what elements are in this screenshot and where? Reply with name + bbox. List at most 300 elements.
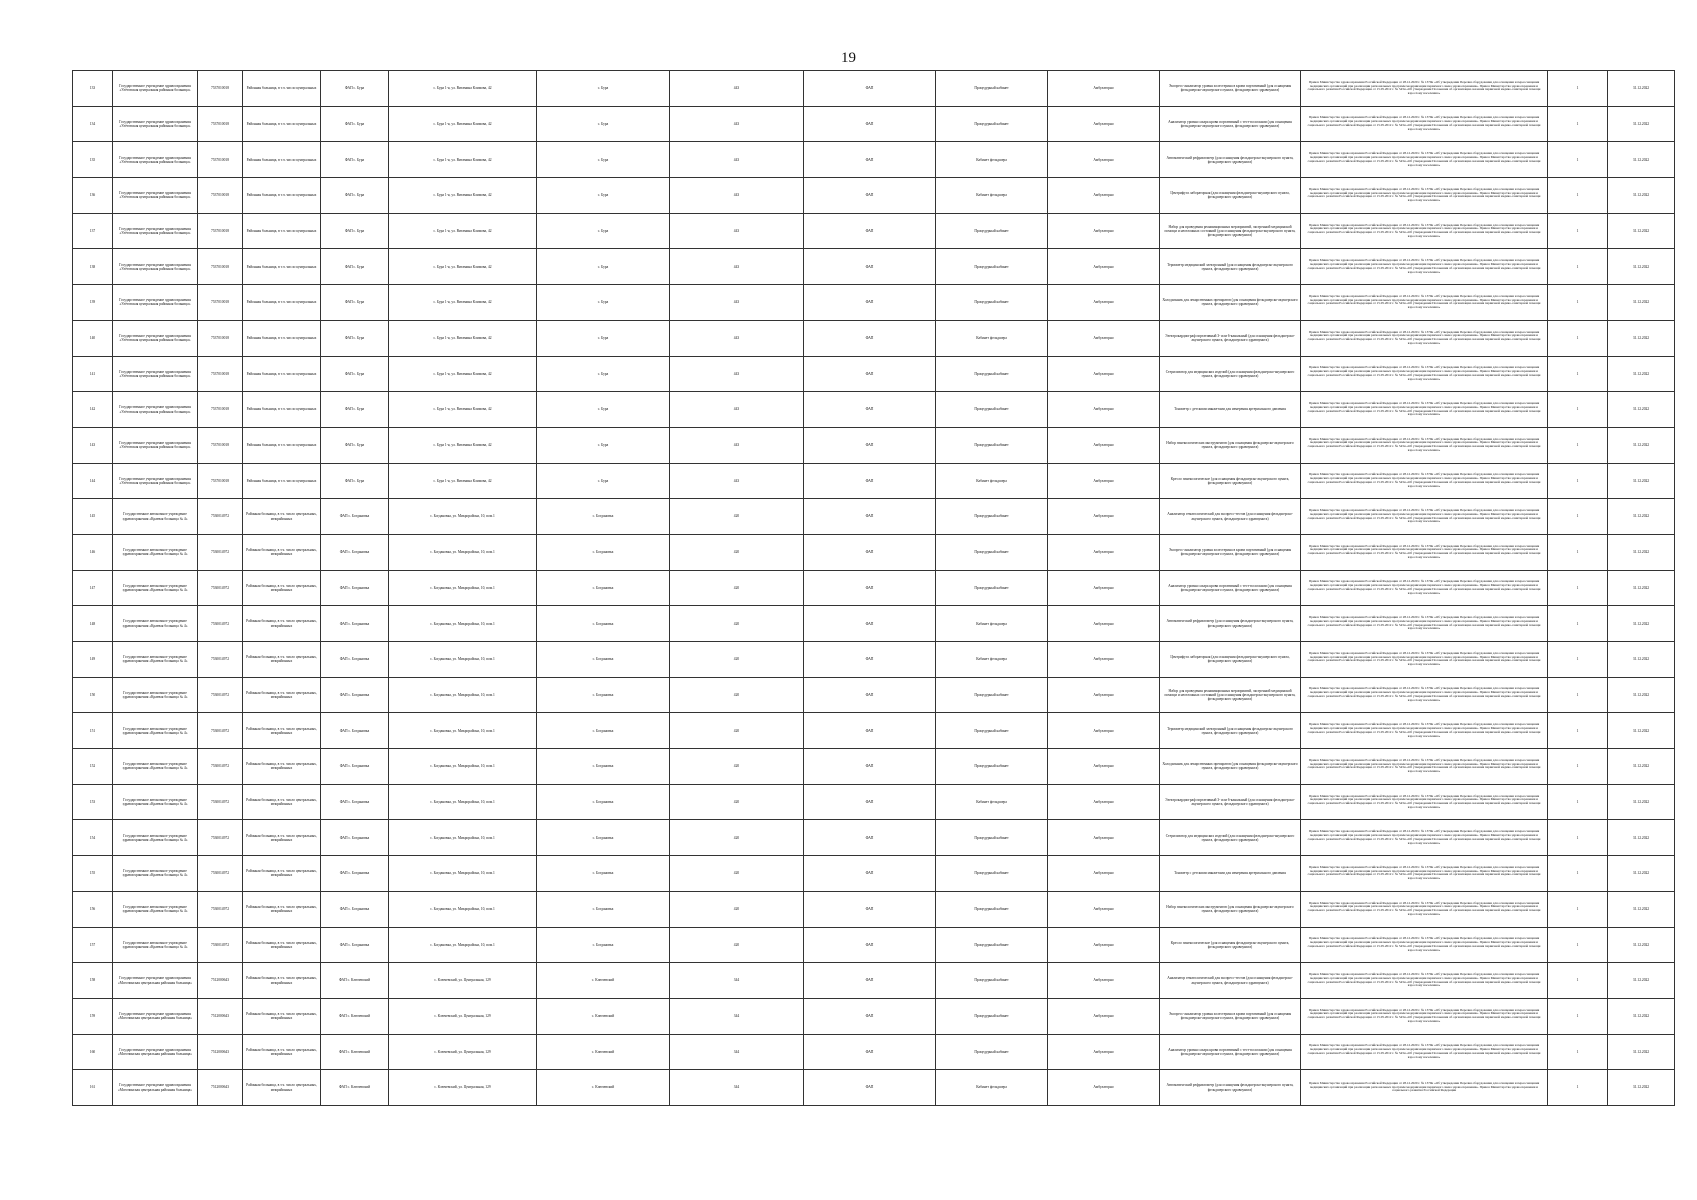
cell-num: 156 (73, 891, 113, 927)
cell-locality: с. Богдановка (537, 677, 670, 713)
cell-code: 420 (670, 927, 804, 963)
cell-date: 31.12.2022 (1608, 677, 1675, 713)
cell-basis: Приказ Министерства здравоохранения Российской Федерации от 28.12.2020 г. № 1379н «Об утверждении Перечня оборудования для оснащения и переоснащения медицинских организаций при реализации региональных программ модернизации первичного звена здравоохранения». Приказ Министерства здравоохранения и социального развития Российской Федерации от 15.05.2012 г. № 543н «Об утверждении Положения об организации оказания первичной медико-санитарной помощи взрослому населению» (1301, 534, 1548, 570)
cell-basis: Приказ Министерства здравоохранения Российской Федерации от 28.12.2020 г. № 1379н «Об утверждении Перечня оборудования для оснащения и переоснащения медицинских организаций при реализации региональных программ модернизации первичного звена здравоохранения». Приказ Министерства здравоохранения и социального развития Российской Федерации от 15.05.2012 г. № 543н «Об утверждении Положения об организации оказания первичной медико-санитарной помощи взрослому населению» (1301, 427, 1548, 463)
cell-unit: ФАП с. Бура (321, 285, 389, 321)
cell-basis: Приказ Министерства здравоохранения Российской Федерации от 28.12.2020 г. № 1379н «Об утверждении Перечня оборудования для оснащения и переоснащения медицинских организаций при реализации региональных программ модернизации первичного звена здравоохранения». Приказ Министерства здравоохранения и социального развития Российской Федерации от 15.05.2012 г. № 543н «Об утверждении Положения об организации оказания первичной медико-санитарной помощи взрослому населению» (1301, 891, 1548, 927)
cell-inn: 7530014972 (198, 642, 243, 678)
cell-type: Районная больница, в т.ч. число центральных, межрайонных (243, 1070, 321, 1106)
cell-care: Амбулаторно (1048, 1034, 1160, 1070)
cell-unit: ФАП с. Ключевский (321, 998, 389, 1034)
cell-kind: ФАП (804, 106, 936, 142)
table-row (73, 499, 1675, 535)
cell-code: 420 (670, 677, 804, 713)
cell-code: 443 (670, 178, 804, 214)
cell-code: 420 (670, 713, 804, 749)
cell-date: 31.12.2022 (1608, 749, 1675, 785)
cell-care: Амбулаторно (1048, 356, 1160, 392)
cell-qty: 1 (1548, 427, 1608, 463)
cell-locality: с. Ключевский (537, 1070, 670, 1106)
cell-type: Районная больница, в т.ч. число центральных, межрайонных (243, 891, 321, 927)
table-row (73, 392, 1675, 428)
cell-org: Государственное учреждение здравоохранения «Могочинская центральная районная больница» (113, 1034, 198, 1070)
cell-date: 31.12.2022 (1608, 570, 1675, 606)
cell-locality: с. Бура (537, 249, 670, 285)
cell-equipment: Автоматический рефрактометр (для оснащения фельдшерско-акушерского пункта, фельдшерского здравпункта) (1160, 1070, 1301, 1106)
cell-room: Процедурный кабинет (936, 285, 1048, 321)
cell-type: Районная больница, в т.ч. число центральных (243, 71, 321, 107)
cell-unit: ФАП с. Богдановка (321, 749, 389, 785)
cell-kind: ФАП (804, 998, 936, 1034)
cell-basis: Приказ Министерства здравоохранения Российской Федерации от 28.12.2020 г. № 1379н «Об утверждении Перечня оборудования для оснащения и переоснащения медицинских организаций при реализации региональных программ модернизации первичного звена здравоохранения». Приказ Министерства здравоохранения и социального развития Российской Федерации от 15.05.2012 г. № 543н «Об утверждении Положения об организации оказания первичной медико-санитарной помощи взрослому населению» (1301, 285, 1548, 321)
cell-kind: ФАП (804, 606, 936, 642)
cell-code: 443 (670, 71, 804, 107)
cell-code: 420 (670, 891, 804, 927)
cell-locality: с. Богдановка (537, 784, 670, 820)
cell-unit: ФАП с. Бура (321, 71, 389, 107)
cell-date: 31.12.2022 (1608, 392, 1675, 428)
cell-inn: 7537010018 (198, 71, 243, 107)
cell-equipment: Автоматический рефрактометр (для оснащения фельдшерско-акушерского пункта, фельдшерского здравпункта) (1160, 142, 1301, 178)
cell-kind: ФАП (804, 642, 936, 678)
cell-num: 147 (73, 570, 113, 606)
table-row (73, 427, 1675, 463)
cell-num: 157 (73, 927, 113, 963)
table-row (73, 963, 1675, 999)
cell-code: 443 (670, 356, 804, 392)
cell-date: 31.12.2022 (1608, 784, 1675, 820)
cell-org: Государственное учреждение здравоохранения «Улётовская центральная районная больница» (113, 320, 198, 356)
cell-equipment: Анализатор уровня сахара крови портативный с тест-полосками (для оснащения фельдшерско-акушерского пункта, фельдшерского здравпункта) (1160, 1034, 1301, 1070)
cell-num: 158 (73, 963, 113, 999)
cell-basis: Приказ Министерства здравоохранения Российской Федерации от 28.12.2020 г. № 1379н «Об утверждении Перечня оборудования для оснащения и переоснащения медицинских организаций при реализации региональных программ модернизации первичного звена здравоохранения». Приказ Министерства здравоохранения и социального развития Российской Федерации от 15.05.2012 г. № 543н «Об утверждении Положения об организации оказания первичной медико-санитарной помощи взрослому населению» (1301, 784, 1548, 820)
cell-address: с. Бура 1-я, ул. Витамина Климова, 42 (389, 178, 537, 214)
cell-basis: Приказ Министерства здравоохранения Российской Федерации от 28.12.2020 г. № 1379н «Об утверждении Перечня оборудования для оснащения и переоснащения медицинских организаций при реализации региональных программ модернизации первичного звена здравоохранения». Приказ Министерства здравоохранения и социального развития Российской Федерации (1301, 1070, 1548, 1106)
cell-unit: ФАП с. Бура (321, 392, 389, 428)
cell-unit: ФАП с. Богдановка (321, 927, 389, 963)
cell-date: 31.12.2022 (1608, 642, 1675, 678)
cell-equipment: Набор гинекологических инструментов (для оснащения фельдшерско-акушерского пункта, фельдшерского здравпункта) (1160, 891, 1301, 927)
cell-kind: ФАП (804, 427, 936, 463)
cell-basis: Приказ Министерства здравоохранения Российской Федерации от 28.12.2020 г. № 1379н «Об утверждении Перечня оборудования для оснащения и переоснащения медицинских организаций при реализации региональных программ модернизации первичного звена здравоохранения». Приказ Министерства здравоохранения и социального развития Российской Федерации от 15.05.2012 г. № 543н «Об утверждении Положения об организации оказания первичной медико-санитарной помощи взрослому населению» (1301, 642, 1548, 678)
cell-basis: Приказ Министерства здравоохранения Российской Федерации от 28.12.2020 г. № 1379н «Об утверждении Перечня оборудования для оснащения и переоснащения медицинских организаций при реализации региональных программ модернизации первичного звена здравоохранения». Приказ Министерства здравоохранения и социального развития Российской Федерации от 15.05.2012 г. № 543н «Об утверждении Положения об организации оказания первичной медико-санитарной помощи взрослому населению» (1301, 713, 1548, 749)
cell-basis: Приказ Министерства здравоохранения Российской Федерации от 28.12.2020 г. № 1379н «Об утверждении Перечня оборудования для оснащения и переоснащения медицинских организаций при реализации региональных программ модернизации первичного звена здравоохранения». Приказ Министерства здравоохранения и социального развития Российской Федерации от 15.05.2012 г. № 543н «Об утверждении Положения об организации оказания первичной медико-санитарной помощи взрослому населению» (1301, 213, 1548, 249)
cell-unit: ФАП с. Ключевский (321, 1070, 389, 1106)
cell-room: Процедурный кабинет (936, 570, 1048, 606)
cell-qty: 1 (1548, 856, 1608, 892)
cell-care: Амбулаторно (1048, 249, 1160, 285)
cell-type: Районная больница, в т.ч. число центральных, межрайонных (243, 856, 321, 892)
cell-qty: 1 (1548, 820, 1608, 856)
cell-date: 31.12.2022 (1608, 142, 1675, 178)
cell-unit: ФАП с. Бура (321, 213, 389, 249)
cell-inn: 7530014972 (198, 713, 243, 749)
cell-equipment: Стерилизатор для медицинских изделий (для оснащения фельдшерско-акушерского пункта, фельдшерского здравпункта) (1160, 356, 1301, 392)
cell-code: 443 (670, 106, 804, 142)
cell-type: Районная больница, в т.ч. число центральных, межрайонных (243, 1034, 321, 1070)
cell-num: 152 (73, 749, 113, 785)
cell-care: Амбулаторно (1048, 784, 1160, 820)
cell-num: 151 (73, 713, 113, 749)
cell-org: Государственное учреждение здравоохранения «Улётовская центральная районная больница» (113, 213, 198, 249)
cell-num: 161 (73, 1070, 113, 1106)
cell-date: 31.12.2022 (1608, 963, 1675, 999)
cell-num: 138 (73, 249, 113, 285)
equipment-register-table (72, 70, 1675, 1106)
cell-code: 344 (670, 963, 804, 999)
cell-kind: ФАП (804, 1070, 936, 1106)
table-row (73, 749, 1675, 785)
cell-unit: ФАП с. Богдановка (321, 891, 389, 927)
cell-type: Районная больница, в т.ч. число центральных (243, 142, 321, 178)
cell-date: 31.12.2022 (1608, 499, 1675, 535)
cell-qty: 1 (1548, 71, 1608, 107)
table-row (73, 927, 1675, 963)
cell-locality: с. Богдановка (537, 570, 670, 606)
table-row (73, 784, 1675, 820)
cell-locality: с. Ключевский (537, 998, 670, 1034)
cell-locality: с. Бура (537, 71, 670, 107)
cell-num: 154 (73, 820, 113, 856)
cell-room: Кабинет фельдшера (936, 320, 1048, 356)
cell-org: Государственное автономное учреждение здравоохранения «Краевая больница № 4» (113, 606, 198, 642)
cell-date: 31.12.2022 (1608, 356, 1675, 392)
cell-kind: ФАП (804, 784, 936, 820)
table-row (73, 820, 1675, 856)
cell-care: Амбулаторно (1048, 891, 1160, 927)
cell-address: с. Бура 1-я, ул. Витамина Климова, 42 (389, 320, 537, 356)
cell-care: Амбулаторно (1048, 642, 1160, 678)
cell-inn: 7530014972 (198, 820, 243, 856)
cell-care: Амбулаторно (1048, 749, 1160, 785)
cell-code: 420 (670, 570, 804, 606)
cell-unit: ФАП с. Богдановка (321, 784, 389, 820)
cell-type: Районная больница, в т.ч. число центральных, межрайонных (243, 534, 321, 570)
cell-room: Кабинет фельдшера (936, 463, 1048, 499)
cell-date: 31.12.2022 (1608, 71, 1675, 107)
cell-code: 420 (670, 606, 804, 642)
cell-care: Амбулаторно (1048, 713, 1160, 749)
cell-equipment: Анализатор уровня сахара крови портативный с тест-полосками (для оснащения фельдшерско-акушерского пункта, фельдшерского здравпункта) (1160, 570, 1301, 606)
cell-unit: ФАП с. Богдановка (321, 713, 389, 749)
cell-inn: 7530014972 (198, 534, 243, 570)
cell-care: Амбулаторно (1048, 606, 1160, 642)
cell-code: 344 (670, 1034, 804, 1070)
cell-num: 139 (73, 285, 113, 321)
cell-qty: 1 (1548, 784, 1608, 820)
cell-inn: 7537010018 (198, 320, 243, 356)
cell-num: 160 (73, 1034, 113, 1070)
cell-org: Государственное автономное учреждение здравоохранения «Краевая больница № 4» (113, 713, 198, 749)
cell-address: с. Бура 1-я, ул. Витамина Климова, 42 (389, 106, 537, 142)
cell-date: 31.12.2022 (1608, 1070, 1675, 1106)
cell-num: 143 (73, 427, 113, 463)
cell-room: Процедурный кабинет (936, 71, 1048, 107)
cell-room: Процедурный кабинет (936, 749, 1048, 785)
cell-basis: Приказ Министерства здравоохранения Российской Федерации от 28.12.2020 г. № 1379н «Об утверждении Перечня оборудования для оснащения и переоснащения медицинских организаций при реализации региональных программ модернизации первичного звена здравоохранения». Приказ Министерства здравоохранения и социального развития Российской Федерации от 15.05.2012 г. № 543н «Об утверждении Положения об организации оказания первичной медико-санитарной помощи взрослому населению» (1301, 499, 1548, 535)
cell-room: Процедурный кабинет (936, 106, 1048, 142)
cell-kind: ФАП (804, 463, 936, 499)
cell-care: Амбулаторно (1048, 285, 1160, 321)
cell-org: Государственное учреждение здравоохранения «Улётовская центральная районная больница» (113, 71, 198, 107)
cell-org: Государственное учреждение здравоохранения «Улётовская центральная районная больница» (113, 106, 198, 142)
cell-qty: 1 (1548, 713, 1608, 749)
table-row (73, 998, 1675, 1034)
cell-room: Процедурный кабинет (936, 856, 1048, 892)
cell-code: 420 (670, 534, 804, 570)
cell-org: Государственное автономное учреждение здравоохранения «Краевая больница № 4» (113, 820, 198, 856)
cell-basis: Приказ Министерства здравоохранения Российской Федерации от 28.12.2020 г. № 1379н «Об утверждении Перечня оборудования для оснащения и переоснащения медицинских организаций при реализации региональных программ модернизации первичного звена здравоохранения». Приказ Министерства здравоохранения и социального развития Российской Федерации от 15.05.2012 г. № 543н «Об утверждении Положения об организации оказания первичной медико-санитарной помощи взрослому населению» (1301, 1034, 1548, 1070)
cell-locality: с. Бура (537, 178, 670, 214)
cell-care: Амбулаторно (1048, 1070, 1160, 1106)
cell-kind: ФАП (804, 891, 936, 927)
cell-equipment: Термометр медицинский электронный (для оснащения фельдшерско-акушерского пункта, фельдшерского здравпункта) (1160, 713, 1301, 749)
cell-care: Амбулаторно (1048, 677, 1160, 713)
cell-num: 146 (73, 534, 113, 570)
cell-unit: ФАП с. Бура (321, 463, 389, 499)
cell-kind: ФАП (804, 927, 936, 963)
cell-basis: Приказ Министерства здравоохранения Российской Федерации от 28.12.2020 г. № 1379н «Об утверждении Перечня оборудования для оснащения и переоснащения медицинских организаций при реализации региональных программ модернизации первичного звена здравоохранения». Приказ Министерства здравоохранения и социального развития Российской Федерации от 15.05.2012 г. № 543н «Об утверждении Положения об организации оказания первичной медико-санитарной помощи взрослому населению» (1301, 927, 1548, 963)
cell-type: Районная больница, в т.ч. число центральных (243, 178, 321, 214)
cell-qty: 1 (1548, 677, 1608, 713)
cell-date: 31.12.2022 (1608, 891, 1675, 927)
cell-date: 31.12.2022 (1608, 320, 1675, 356)
cell-basis: Приказ Министерства здравоохранения Российской Федерации от 28.12.2020 г. № 1379н «Об утверждении Перечня оборудования для оснащения и переоснащения медицинских организаций при реализации региональных программ модернизации первичного звена здравоохранения». Приказ Министерства здравоохранения и социального развития Российской Федерации от 15.05.2012 г. № 543н «Об утверждении Положения об организации оказания первичной медико-санитарной помощи взрослому населению» (1301, 677, 1548, 713)
cell-equipment: Экспресс-анализатор уровня холестерина в крови портативный (для оснащения фельдшерско-акушерского пункта, фельдшерского здравпункта) (1160, 534, 1301, 570)
cell-locality: с. Богдановка (537, 927, 670, 963)
cell-code: 420 (670, 499, 804, 535)
cell-code: 420 (670, 820, 804, 856)
cell-address: с. Богдановка, ул. Микрорайона, 10, пом.1 (389, 856, 537, 892)
cell-address: с. Ключевский, ул. Центральная, 129 (389, 1070, 537, 1106)
cell-type: Районная больница, в т.ч. число центральных (243, 356, 321, 392)
cell-unit: ФАП с. Богдановка (321, 499, 389, 535)
cell-address: с. Богдановка, ул. Микрорайона, 10, пом.1 (389, 749, 537, 785)
cell-unit: ФАП с. Ключевский (321, 1034, 389, 1070)
cell-unit: ФАП с. Богдановка (321, 677, 389, 713)
cell-kind: ФАП (804, 963, 936, 999)
cell-code: 443 (670, 392, 804, 428)
cell-care: Амбулаторно (1048, 998, 1160, 1034)
cell-num: 133 (73, 71, 113, 107)
cell-type: Районная больница, в т.ч. число центральных, межрайонных (243, 927, 321, 963)
cell-qty: 1 (1548, 213, 1608, 249)
cell-room: Кабинет фельдшера (936, 1070, 1048, 1106)
cell-equipment: Электрокардиограф портативный 3- или 6-канальный (для оснащения фельдшерско-акушерского пункта, фельдшерского здравпункта) (1160, 784, 1301, 820)
cell-basis: Приказ Министерства здравоохранения Российской Федерации от 28.12.2020 г. № 1379н «Об утверждении Перечня оборудования для оснащения и переоснащения медицинских организаций при реализации региональных программ модернизации первичного звена здравоохранения». Приказ Министерства здравоохранения и социального развития Российской Федерации от 15.05.2012 г. № 543н «Об утверждении Положения об организации оказания первичной медико-санитарной помощи взрослому населению» (1301, 106, 1548, 142)
cell-locality: с. Богдановка (537, 713, 670, 749)
cell-num: 144 (73, 463, 113, 499)
cell-equipment: Экспресс-анализатор уровня холестерина в крови портативный (для оснащения фельдшерско-акушерского пункта, фельдшерского здравпункта) (1160, 998, 1301, 1034)
cell-equipment: Анализатор гематологический для экспресс-тестов (для оснащения фельдшерско-акушерского пункта, фельдшерского здравпункта) (1160, 499, 1301, 535)
cell-org: Государственное учреждение здравоохранения «Улётовская центральная районная больница» (113, 356, 198, 392)
cell-qty: 1 (1548, 891, 1608, 927)
table-row (73, 463, 1675, 499)
cell-unit: ФАП с. Богдановка (321, 606, 389, 642)
cell-address: с. Богдановка, ул. Микрорайона, 10, пом.1 (389, 642, 537, 678)
table-row (73, 856, 1675, 892)
cell-address: с. Богдановка, ул. Микрорайона, 10, пом.1 (389, 570, 537, 606)
cell-locality: с. Ключевский (537, 1034, 670, 1070)
cell-num: 148 (73, 606, 113, 642)
cell-room: Процедурный кабинет (936, 1034, 1048, 1070)
cell-kind: ФАП (804, 499, 936, 535)
cell-unit: ФАП с. Богдановка (321, 534, 389, 570)
cell-locality: с. Богдановка (537, 642, 670, 678)
cell-qty: 1 (1548, 998, 1608, 1034)
cell-basis: Приказ Министерства здравоохранения Российской Федерации от 28.12.2020 г. № 1379н «Об утверждении Перечня оборудования для оснащения и переоснащения медицинских организаций при реализации региональных программ модернизации первичного звена здравоохранения». Приказ Министерства здравоохранения и социального развития Российской Федерации от 15.05.2012 г. № 543н «Об утверждении Положения об организации оказания первичной медико-санитарной помощи взрослому населению» (1301, 749, 1548, 785)
cell-num: 153 (73, 784, 113, 820)
cell-type: Районная больница, в т.ч. число центральных, межрайонных (243, 499, 321, 535)
cell-inn: 7537010018 (198, 106, 243, 142)
cell-code: 443 (670, 320, 804, 356)
cell-inn: 7512000643 (198, 998, 243, 1034)
cell-room: Процедурный кабинет (936, 249, 1048, 285)
cell-inn: 7537010018 (198, 142, 243, 178)
cell-locality: с. Богдановка (537, 499, 670, 535)
cell-org: Государственное автономное учреждение здравоохранения «Краевая больница № 4» (113, 677, 198, 713)
cell-equipment: Анализатор уровня сахара крови портативный с тест-полосками (для оснащения фельдшерско-акушерского пункта, фельдшерского здравпункта) (1160, 106, 1301, 142)
cell-date: 31.12.2022 (1608, 178, 1675, 214)
cell-kind: ФАП (804, 213, 936, 249)
cell-qty: 1 (1548, 606, 1608, 642)
cell-num: 137 (73, 213, 113, 249)
cell-code: 443 (670, 285, 804, 321)
cell-qty: 1 (1548, 499, 1608, 535)
table-row (73, 178, 1675, 214)
cell-code: 420 (670, 784, 804, 820)
cell-care: Амбулаторно (1048, 213, 1160, 249)
cell-type: Районная больница, в т.ч. число центральных (243, 285, 321, 321)
cell-equipment: Холодильник для лекарственных препаратов (для оснащения фельдшерско-акушерского пункта, фельдшерского здравпункта) (1160, 285, 1301, 321)
cell-inn: 7530014972 (198, 856, 243, 892)
cell-date: 31.12.2022 (1608, 534, 1675, 570)
cell-kind: ФАП (804, 178, 936, 214)
cell-date: 31.12.2022 (1608, 249, 1675, 285)
cell-kind: ФАП (804, 856, 936, 892)
cell-org: Государственное автономное учреждение здравоохранения «Краевая больница № 4» (113, 642, 198, 678)
cell-locality: с. Бура (537, 106, 670, 142)
cell-locality: с. Ключевский (537, 963, 670, 999)
cell-address: с. Богдановка, ул. Микрорайона, 10, пом.1 (389, 499, 537, 535)
cell-inn: 7530014972 (198, 677, 243, 713)
cell-date: 31.12.2022 (1608, 106, 1675, 142)
cell-inn: 7530014972 (198, 891, 243, 927)
table-row (73, 534, 1675, 570)
cell-inn: 7537010018 (198, 249, 243, 285)
cell-equipment: Набор для проведения реанимационных мероприятий, экстренной медицинской помощи и неотложных состояний (для оснащения фельдшерско-акушерского пункта, фельдшерского здравпункта) (1160, 213, 1301, 249)
cell-care: Амбулаторно (1048, 534, 1160, 570)
cell-kind: ФАП (804, 677, 936, 713)
cell-org: Государственное учреждение здравоохранения «Улётовская центральная районная больница» (113, 427, 198, 463)
table-row (73, 71, 1675, 107)
cell-unit: ФАП с. Бура (321, 178, 389, 214)
cell-basis: Приказ Министерства здравоохранения Российской Федерации от 28.12.2020 г. № 1379н «Об утверждении Перечня оборудования для оснащения и переоснащения медицинских организаций при реализации региональных программ модернизации первичного звена здравоохранения». Приказ Министерства здравоохранения и социального развития Российской Федерации от 15.05.2012 г. № 543н «Об утверждении Положения об организации оказания первичной медико-санитарной помощи взрослому населению» (1301, 178, 1548, 214)
cell-care: Амбулаторно (1048, 320, 1160, 356)
cell-num: 150 (73, 677, 113, 713)
cell-care: Амбулаторно (1048, 106, 1160, 142)
cell-type: Районная больница, в т.ч. число центральных, межрайонных (243, 677, 321, 713)
cell-address: с. Бура 1-я, ул. Витамина Климова, 42 (389, 392, 537, 428)
cell-org: Государственное учреждение здравоохранения «Могочинская центральная районная больница» (113, 963, 198, 999)
cell-type: Районная больница, в т.ч. число центральных, межрайонных (243, 713, 321, 749)
cell-qty: 1 (1548, 1070, 1608, 1106)
cell-address: с. Богдановка, ул. Микрорайона, 10, пом.1 (389, 606, 537, 642)
cell-locality: с. Бура (537, 320, 670, 356)
cell-address: с. Богдановка, ул. Микрорайона, 10, пом.1 (389, 713, 537, 749)
cell-type: Районная больница, в т.ч. число центральных, межрайонных (243, 606, 321, 642)
cell-inn: 7537010018 (198, 285, 243, 321)
table-row (73, 285, 1675, 321)
cell-date: 31.12.2022 (1608, 713, 1675, 749)
cell-qty: 1 (1548, 1034, 1608, 1070)
cell-qty: 1 (1548, 463, 1608, 499)
table-row (73, 1034, 1675, 1070)
cell-room: Кабинет фельдшера (936, 784, 1048, 820)
cell-unit: ФАП с. Ключевский (321, 963, 389, 999)
cell-unit: ФАП с. Богдановка (321, 570, 389, 606)
cell-equipment: Тонометр с детскими манжетами для измерения артериального давления (1160, 856, 1301, 892)
cell-type: Районная больница, в т.ч. число центральных, межрайонных (243, 820, 321, 856)
cell-kind: ФАП (804, 285, 936, 321)
cell-room: Процедурный кабинет (936, 820, 1048, 856)
cell-qty: 1 (1548, 142, 1608, 178)
cell-qty: 1 (1548, 249, 1608, 285)
cell-room: Процедурный кабинет (936, 356, 1048, 392)
cell-equipment: Холодильник для лекарственных препаратов (для оснащения фельдшерско-акушерского пункта, фельдшерского здравпункта) (1160, 749, 1301, 785)
cell-type: Районная больница, в т.ч. число центральных, межрайонных (243, 749, 321, 785)
table-row (73, 249, 1675, 285)
cell-room: Процедурный кабинет (936, 713, 1048, 749)
cell-num: 149 (73, 642, 113, 678)
cell-address: с. Ключевский, ул. Центральная, 129 (389, 1034, 537, 1070)
cell-room: Процедурный кабинет (936, 891, 1048, 927)
cell-room: Кабинет фельдшера (936, 642, 1048, 678)
cell-equipment: Набор для проведения реанимационных мероприятий, экстренной медицинской помощи и неотложных состояний (для оснащения фельдшерско-акушерского пункта, фельдшерского здравпункта) (1160, 677, 1301, 713)
cell-unit: ФАП с. Богдановка (321, 820, 389, 856)
cell-address: с. Бура 1-я, ул. Витамина Климова, 42 (389, 142, 537, 178)
cell-equipment: Набор гинекологических инструментов (для оснащения фельдшерско-акушерского пункта, фельдшерского здравпункта) (1160, 427, 1301, 463)
cell-locality: с. Бура (537, 392, 670, 428)
cell-room: Процедурный кабинет (936, 213, 1048, 249)
cell-equipment: Термометр медицинский электронный (для оснащения фельдшерско-акушерского пункта, фельдшерского здравпункта) (1160, 249, 1301, 285)
cell-basis: Приказ Министерства здравоохранения Российской Федерации от 28.12.2020 г. № 1379н «Об утверждении Перечня оборудования для оснащения и переоснащения медицинских организаций при реализации региональных программ модернизации первичного звена здравоохранения». Приказ Министерства здравоохранения и социального развития Российской Федерации от 15.05.2012 г. № 543н «Об утверждении Положения об организации оказания первичной медико-санитарной помощи взрослому населению» (1301, 463, 1548, 499)
cell-locality: с. Бура (537, 427, 670, 463)
cell-code: 443 (670, 249, 804, 285)
cell-basis: Приказ Министерства здравоохранения Российской Федерации от 28.12.2020 г. № 1379н «Об утверждении Перечня оборудования для оснащения и переоснащения медицинских организаций при реализации региональных программ модернизации первичного звена здравоохранения». Приказ Министерства здравоохранения и социального развития Российской Федерации от 15.05.2012 г. № 543н «Об утверждении Положения об организации оказания первичной медико-санитарной помощи взрослому населению» (1301, 820, 1548, 856)
cell-code: 420 (670, 856, 804, 892)
cell-care: Амбулаторно (1048, 142, 1160, 178)
cell-locality: с. Бура (537, 356, 670, 392)
cell-care: Амбулаторно (1048, 71, 1160, 107)
cell-room: Процедурный кабинет (936, 534, 1048, 570)
cell-equipment: Центрифуга лабораторная (для оснащения фельдшерско-акушерского пункта, фельдшерского здравпункта) (1160, 642, 1301, 678)
cell-unit: ФАП с. Бура (321, 106, 389, 142)
cell-locality: с. Бура (537, 463, 670, 499)
cell-address: с. Бура 1-я, ул. Витамина Климова, 42 (389, 213, 537, 249)
cell-unit: ФАП с. Богдановка (321, 642, 389, 678)
cell-address: с. Богдановка, ул. Микрорайона, 10, пом.1 (389, 534, 537, 570)
cell-care: Амбулаторно (1048, 856, 1160, 892)
cell-inn: 7530014972 (198, 570, 243, 606)
cell-locality: с. Бура (537, 142, 670, 178)
cell-basis: Приказ Министерства здравоохранения Российской Федерации от 28.12.2020 г. № 1379н «Об утверждении Перечня оборудования для оснащения и переоснащения медицинских организаций при реализации региональных программ модернизации первичного звена здравоохранения». Приказ Министерства здравоохранения и социального развития Российской Федерации от 15.05.2012 г. № 543н «Об утверждении Положения об организации оказания первичной медико-санитарной помощи взрослому населению» (1301, 142, 1548, 178)
cell-date: 31.12.2022 (1608, 285, 1675, 321)
cell-address: с. Богдановка, ул. Микрорайона, 10, пом.1 (389, 784, 537, 820)
cell-kind: ФАП (804, 142, 936, 178)
cell-care: Амбулаторно (1048, 178, 1160, 214)
cell-room: Процедурный кабинет (936, 677, 1048, 713)
